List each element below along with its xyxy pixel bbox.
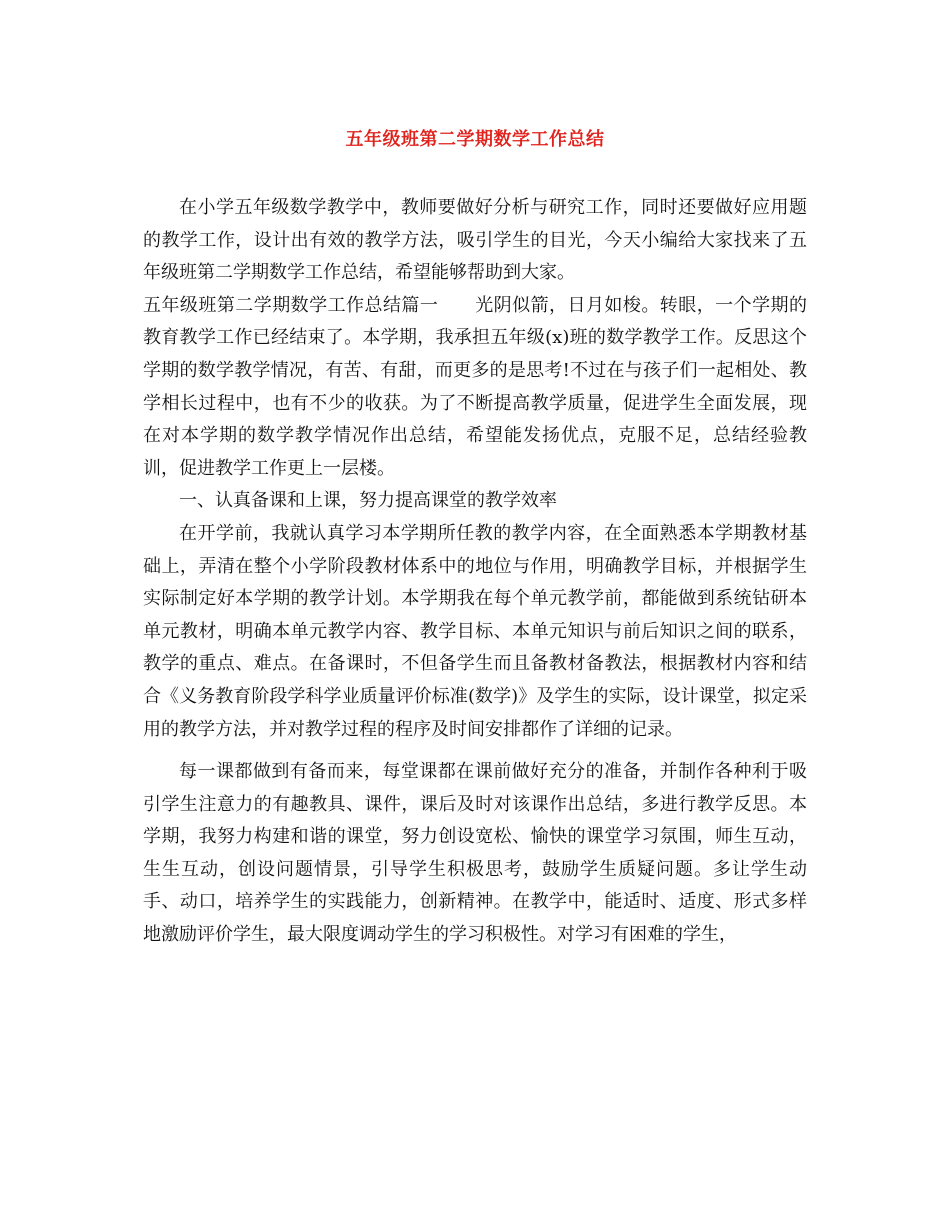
paragraph-intro: 在小学五年级数学教学中，教师要做好分析与研究工作，同时还要做好应用题的教学工作，设计出有效的教学方法，吸引学生的目光，今天小编给大家找来了五年级班第二学期数学工作总结，希望能够帮助到大家。 bbox=[143, 197, 807, 284]
paragraph-preparation: 在开学前，我就认真学习本学期所任教的教学内容，在全面熟悉本学期教材基础上，弄清在整个小学阶段教材体系中的地位与作用，明确教学目标，并根据学生实际制定好本学期的教学计划。本学期我在每个单元教学前，都能做到系统钻研本单元教材，明确本单元教学内容、教学目标、本单元知识与前后知识之间的联系，教学的重点、难点。在备课时，不但备学生而且备教材备教法，根据教材内容和结合《义务教育阶段学科学业质量评价标准(数学)》及学生的实际，设计课堂，拟定采用的教学方法，并对教学过程的程序及时间安排都作了详细的记录。 bbox=[143, 522, 807, 740]
paragraph-classroom: 每一课都做到有备而来，每堂课都在课前做好充分的准备，并制作各种利于吸引学生注意力的有趣教具、课件，课后及时对该课作出总结，多进行教学反思。本学期，我努力构建和谐的课堂，努力创设宽松、愉快的课堂学习氛围，师生互动，生生互动，创设问题情景，引导学生积极思考，鼓励学生质疑问题。多让学生动手、动口，培养学生的实践能力，创新精神。在教学中，能适时、适度、形式多样地激励评价学生，最大限度调动学生的学习积极性。对学习有困难的学生， bbox=[143, 761, 807, 946]
paragraph-section-one-opening: 五年级班第二学期数学工作总结篇一 光阴似箭，日月如梭。转眼，一个学期的教育教学工作已经结束了。本学期，我承担五年级(x)班的数学教学工作。反思这个学期的数学教学情况，有苦、有甜，而更多的是思考!不过在与孩子们一起相处、教学相长过程中，也有不少的收获。为了不断提高教学质量，促进学生全面发展，现在对本学期的数学教学情况作出总结，希望能发扬优点，克服不足，总结经验教训，促进教学工作更上一层楼。 bbox=[143, 294, 807, 479]
paragraph-heading-one: 一、认真备课和上课，努力提高课堂的教学效率 bbox=[179, 490, 557, 512]
document-title: 五年级班第二学期数学工作总结 bbox=[345, 129, 605, 150]
document-body bbox=[143, 192, 807, 952]
